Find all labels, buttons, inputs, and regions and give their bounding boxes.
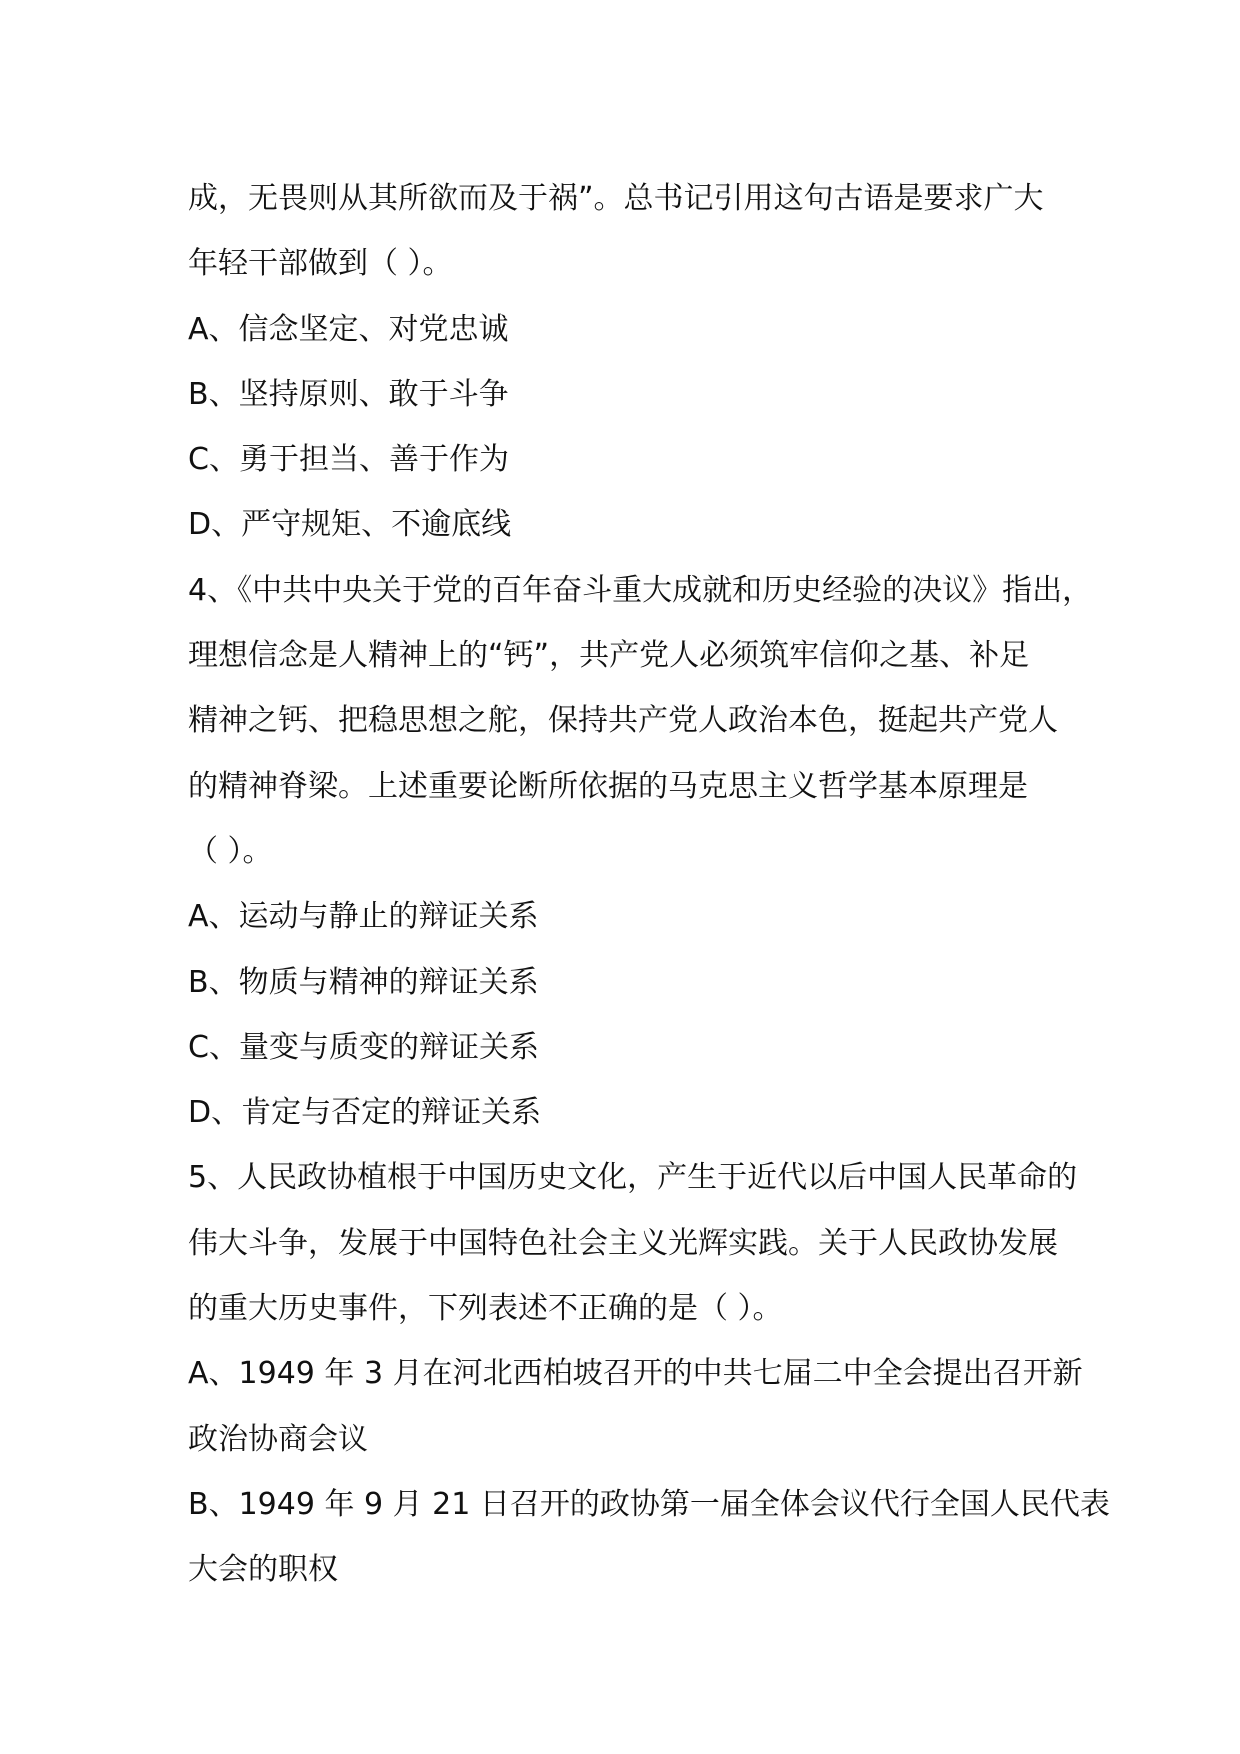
text-line: （ ）。 [188, 833, 273, 869]
option-b-line: B、1949 年 9 月 21 日召开的政协第一届全体会议代行全国人民代表 [188, 1486, 1110, 1522]
text-line: 政治协商会议 [188, 1421, 368, 1457]
option-a-line: A、运动与静止的辩证关系 [188, 899, 539, 935]
text-line: 精神之钙、把稳思想之舵，保持共产党人政治本色，挺起共产党人 [188, 703, 1058, 739]
option-d-line: D、严守规矩、不逾底线 [188, 507, 512, 543]
option-a-line: A、1949 年 3 月在河北西柏坡召开的中共七届二中全会提出召开新 [188, 1356, 1083, 1392]
option-c-line: C、勇于担当、善于作为 [188, 442, 509, 478]
option-a-line: A、信念坚定、对党忠诚 [188, 311, 509, 347]
document-text [188, 166, 1110, 1603]
option-b-line: B、坚持原则、敢于斗争 [188, 376, 509, 412]
text-line: 理想信念是人精神上的“钙”，共产党人必须筑牢信仰之基、补足 [188, 638, 1030, 674]
text-line: 的精神脊梁。上述重要论断所依据的马克思主义哲学基本原理是 [188, 768, 1028, 804]
question-5-line: 5、人民政协植根于中国历史文化，产生于近代以后中国人民革命的 [188, 1160, 1078, 1196]
option-c-line: C、量变与质变的辩证关系 [188, 1029, 539, 1065]
text-line: 大会的职权 [188, 1552, 338, 1588]
text-line: 年轻干部做到（ ）。 [188, 246, 453, 282]
text-line: 伟大斗争，发展于中国特色社会主义光辉实践。关于人民政协发展 [188, 1225, 1058, 1261]
text-line: 的重大历史事件，下列表述不正确的是（ ）。 [188, 1291, 783, 1327]
option-b-line: B、物质与精神的辩证关系 [188, 964, 539, 1000]
text-line: 成，无畏则从其所欲而及于祸”。总书记引用这句古语是要求广大 [188, 181, 1044, 216]
question-4-line: 4、《中共中央关于党的百年奋斗重大成就和历史经验的决议》指出， [188, 572, 1093, 608]
option-d-line: D、肯定与否定的辩证关系 [188, 1095, 542, 1131]
